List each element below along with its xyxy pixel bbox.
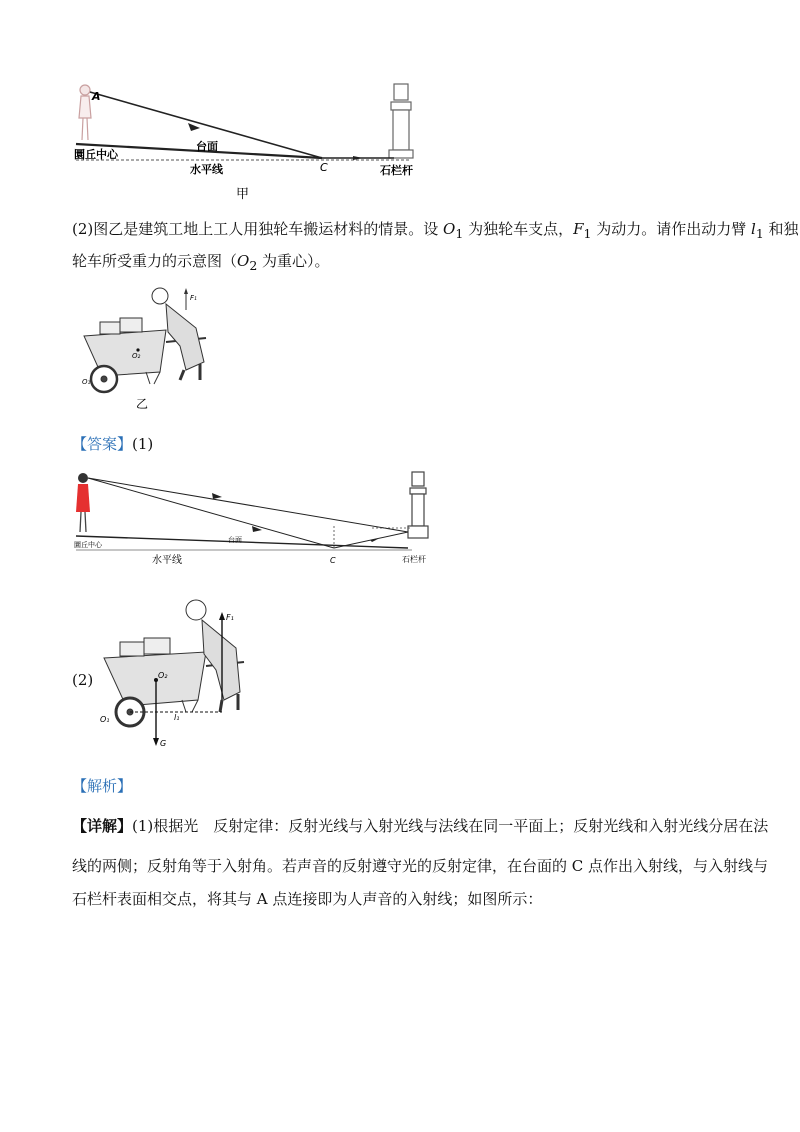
label-o2: O₂ (132, 352, 141, 360)
analysis-tag: 【解析】 (72, 777, 133, 795)
detail-tag: 【详解】 (72, 817, 133, 835)
label-c: C (330, 556, 336, 565)
stone-pillar (408, 472, 428, 538)
worker-head (186, 600, 206, 620)
question-2-line-1: (2)图乙是建筑工地上工人用独轮车搬运材料的情景。设 $O_1$ 为独轮车支点，$F_1$ 为动力。请作出动力臂 $l_1$ 和独 (72, 220, 799, 241)
answer-part-1: (1) (132, 435, 154, 453)
label-horizontal: 水平线 (152, 555, 182, 566)
figure-answer-1 (72, 468, 432, 574)
label-f1: F₁ (190, 294, 197, 302)
worker-head (152, 288, 168, 304)
label-o1: O₁ (100, 715, 110, 724)
figure-yi (76, 284, 216, 414)
label-a: A (92, 90, 101, 103)
detail-line-2: 线的两侧；反射角等于入射角。若声音的反射遵守光的反射定律，在台面的 C 点作出入射线，与入射线与 (72, 857, 769, 875)
label-o2: O₂ (158, 671, 168, 680)
answer-tag: 【答案】 (72, 435, 133, 453)
detail-line-3: 石栏杆表面相交点，将其与 A 点连接即为人声音的入射线；如图所示： (72, 890, 543, 908)
label-horizontal: 水平线 (190, 163, 223, 176)
label-c: C (320, 161, 328, 174)
answer-heading (72, 434, 153, 454)
figure-jia (70, 78, 430, 202)
label-platform: 台面 (228, 536, 242, 544)
arrow-head (353, 156, 363, 160)
caption-jia: 甲 (236, 187, 250, 202)
arrow-head (188, 123, 200, 131)
answer-part-2-label: (2) (72, 671, 94, 689)
label-pillar: 石栏杆 (380, 164, 413, 177)
figure-answer-2 (98, 596, 248, 748)
label-pillar: 石栏杆 (402, 555, 426, 564)
label-center: 圜丘中心 (74, 541, 102, 549)
girl-figure (79, 85, 91, 140)
platform-line (76, 536, 408, 548)
label-center: 圜丘中心 (74, 148, 118, 161)
girl-red-dress (76, 473, 90, 532)
caption-yi: 乙 (136, 397, 149, 411)
detail-line-1: 【详解】(1)根据光 反射定律：反射光线与入射光线与法线在同一平面上；反射光线和入射光线分居在法 (72, 817, 769, 835)
label-g: G (160, 739, 167, 748)
label-platform: 台面 (196, 140, 218, 153)
label-f1: F₁ (226, 613, 234, 622)
label-o1: O₁ (82, 378, 91, 386)
stone-pillar (389, 84, 413, 158)
question-2-line-2: 轮车所受重力的示意图（$O_2$ 为重心）。 (72, 252, 330, 273)
label-l1: l₁ (174, 713, 180, 722)
